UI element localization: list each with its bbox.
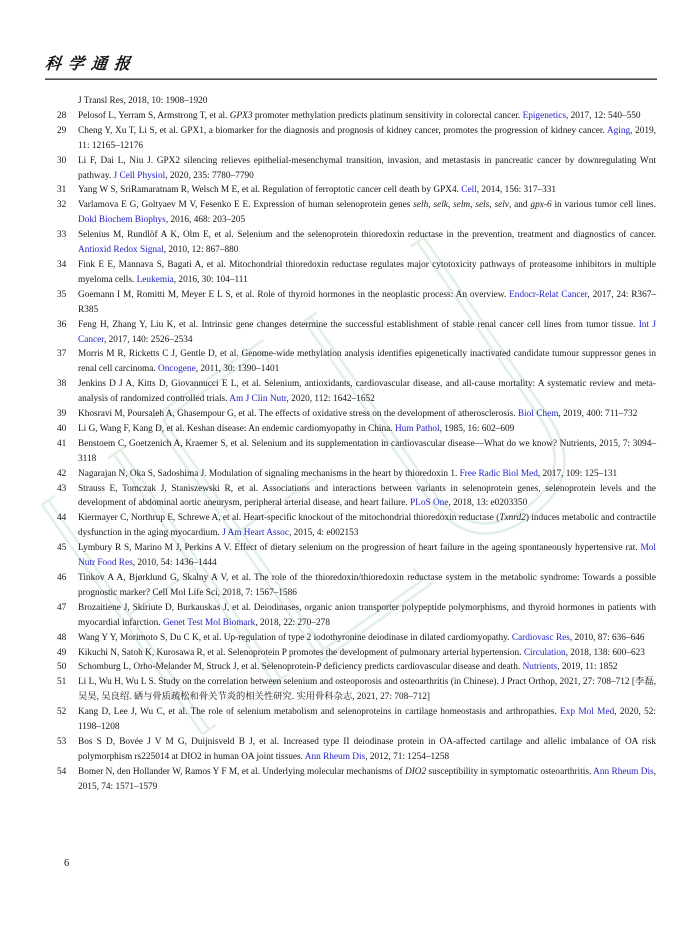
reference-text: , 2012, 71: 1254–1258 — [365, 751, 450, 762]
reference-number: 37 — [57, 349, 67, 360]
reference-text: , 2017, 140: 2526–2534 — [103, 334, 193, 345]
italic-gene-name: GPX3 — [229, 110, 253, 121]
journal-link[interactable]: Circulation — [523, 647, 566, 658]
journal-link[interactable]: Am J Clin Nutr — [229, 394, 287, 405]
reference-text: , 1985, 16: 602–609 — [439, 423, 515, 434]
reference-item — [57, 183, 656, 198]
reference-text: Benstoem C, Goetzenich A, Kraemer S, et al. Selenium and its supplementation in cardiovascular disease—What do we know? Nutrients, 2015, 7: 3094–3118 — [78, 438, 656, 464]
reference-text: , and — [508, 200, 531, 211]
reference-item — [57, 467, 656, 482]
reference-text: , 2010, 87: 636–646 — [569, 632, 645, 643]
journal-link[interactable]: Antioxid Redox Signal — [78, 245, 164, 256]
reference-text: , 2015, 4: e002153 — [288, 528, 359, 539]
reference-item — [57, 675, 656, 705]
reference-number: 44 — [57, 513, 67, 524]
reference-text: Li G, Wang F, Kang D, et al. Keshan disease: An endemic cardiomyopathy in China. — [78, 423, 395, 434]
reference-number: 53 — [57, 736, 67, 747]
reference-item — [57, 288, 656, 318]
reference-text: Kikuchi N, Satoh K, Kurosawa R, et al. Selenoprotein P promotes the development of pulmonary arterial hypertension. — [78, 647, 524, 658]
reference-text: , 2019, 11: 1852 — [557, 662, 618, 673]
reference-text: Tinkov A A, Bjørklund G, Skalny A V, et al. The role of the thioredoxin/thioredoxin reductase system in the metabolic syndrome: Towards a possible prognostic marker? Cell Mol Life Sci, 2018, 7: 1567–1586 — [78, 573, 656, 598]
reference-text: , 2019, 11: 12165–12176 — [78, 125, 656, 151]
reference-item — [57, 377, 656, 407]
reference-number: 40 — [57, 423, 67, 434]
reference-text: Selenius M, Rundlöf A K, Olm E, et al. Selenium and the selenoprotein thioredoxin reductase in the prevention, treatment and diagnostics of cancer. — [78, 230, 656, 241]
reference-number: 35 — [57, 289, 67, 300]
reference-text: , 2020, 112: 1642–1652 — [286, 394, 375, 405]
journal-link[interactable]: Epigenetics — [522, 110, 566, 121]
reference-number: 28 — [57, 110, 67, 121]
reference-item — [57, 109, 656, 124]
journal-link[interactable]: Cardiovasc Res — [511, 632, 570, 643]
reference-text: , 2017, 24: R367–R385 — [78, 289, 657, 315]
journal-link[interactable]: J Cell Physiol — [113, 170, 166, 181]
reference-number: 46 — [57, 573, 67, 583]
reference-text: , 2020, 52: 1198–1208 — [78, 707, 656, 733]
italic-gene-name: sels — [475, 200, 490, 211]
reference-item — [57, 437, 656, 467]
reference-text: Strauss E, Tomczak J, Staniszewski R, et al. Associations and interactions between variants in selenoprotein genes, selenoprotein levels and the development of abdominal aortic aneurysm, peripheral arterial disease, and heart failure. — [78, 483, 656, 509]
reference-item — [57, 705, 656, 735]
reference-item — [57, 228, 656, 258]
reference-item — [57, 258, 656, 288]
reference-item — [57, 154, 656, 184]
reference-text: , 2018, 138: 600–623 — [565, 647, 645, 658]
reference-text: Brozaitiene J, Skiriute D, Burkauskas J, et al. Deiodinases, organic anion transporter polypeptide polymorphisms, and thyroid hormones in patients with myocardial infarction. — [78, 602, 656, 628]
journal-link[interactable]: Biol Chem — [517, 409, 559, 420]
reference-text: Pelosof L, Yerram S, Armstrong T, et al. — [78, 110, 230, 121]
journal-link[interactable]: Aging — [606, 125, 631, 136]
reference-number: 49 — [57, 647, 67, 658]
reference-text: , — [470, 200, 476, 211]
reference-text: , 2016, 30: 104–111 — [173, 274, 248, 285]
reference-item — [57, 660, 656, 675]
reference-text: , 2017, 109: 125–131 — [537, 468, 618, 479]
reference-text: , 2014, 156: 317–331 — [476, 185, 557, 196]
reference-item — [57, 482, 656, 512]
reference-text: Goemann I M, Romitti M, Meyer E L S, et al. Role of thyroid hormones in the neoplastic process: An overview. — [78, 289, 510, 300]
reference-text: Feng H, Zhang Y, Liu K, et al. Intrinsic gene changes determine the successful establishment of stable renal cancer cell lines from tumor tissue. — [78, 319, 639, 330]
reference-text: Bomer N, den Hollander W, Ramos Y F M, et al. Underlying molecular mechanisms of — [78, 766, 405, 777]
reference-item — [57, 735, 656, 765]
reference-number: 48 — [57, 632, 67, 643]
reference-text: J Transl Res, 2018, 10: 1908–1920 — [78, 96, 208, 106]
reference-text: Schomburg L, Orho-Melander M, Struck J, et al. Selenoprotein-P deficiency predicts cardiovascular disease and death. — [78, 662, 523, 673]
reference-text: , 2011, 30: 1390–1401 — [195, 364, 280, 375]
reference-text: Morris M R, Ricketts C J, Gentle D, et al. Genome-wide methylation analysis identifies epigenetically inactivated candidate tumour suppressor genes in renal cell carcinoma. — [78, 349, 656, 375]
reference-list — [57, 94, 656, 795]
reference-text: Kang D, Lee J, Wu C, et al. The role of selenium metabolism and selenoproteins in cartilage homeostasis and arthropathies. — [78, 707, 561, 718]
reference-number: 29 — [57, 125, 67, 136]
reference-number: 34 — [57, 259, 67, 270]
reference-item — [57, 631, 656, 646]
reference-number: 52 — [57, 707, 67, 718]
reference-text: Kiermayer C, Northrup E, Schrewe A, et al. Heart-specific knockout of the mitochondrial thioredoxin reductase ( — [78, 513, 500, 524]
reference-number: 45 — [57, 543, 67, 554]
reference-text: Cheng Y, Xu T, Li S, et al. GPX1, a biomarker for the diagnosis and prognosis of kidney cancer, promotes the progression of kidney cancer. — [78, 125, 607, 136]
reference-text: promoter methylation predicts platinum sensitivity in colorectal cancer. — [252, 110, 523, 121]
journal-link[interactable]: Genet Test Mol Biomark — [162, 617, 256, 628]
reference-number: 38 — [57, 379, 67, 390]
reference-text: , — [447, 200, 454, 211]
reference-number: 50 — [57, 662, 67, 673]
reference-item — [57, 407, 656, 422]
reference-text: , 2010, 12: 867–880 — [163, 245, 239, 256]
journal-link[interactable]: Endocr-Relat Cancer — [509, 289, 588, 300]
journal-link[interactable]: Nutrients — [522, 662, 558, 673]
reference-item — [57, 601, 656, 631]
reference-text: , 2018, 13: e0203350 — [448, 498, 528, 509]
reference-text: , 2018, 22: 270–278 — [255, 617, 330, 628]
reference-item — [57, 422, 656, 437]
reference-text: , 2010, 54: 1436–1444 — [132, 558, 217, 569]
page-number: 6 — [64, 858, 70, 869]
reference-number: 39 — [57, 409, 67, 420]
reference-text: in various tumor cell lines. — [551, 200, 656, 211]
journal-link[interactable]: PLoS One — [409, 498, 449, 509]
italic-gene-name: selh — [413, 200, 429, 211]
reference-text: , 2016, 468: 203–205 — [165, 215, 246, 226]
reference-number: 51 — [57, 677, 67, 688]
reference-item — [57, 765, 656, 795]
reference-text: Wang Y Y, Morimoto S, Du C K, et al. Up-regulation of type 2 iodothyronine deiodinase in dilated cardiomyopathy. — [78, 632, 512, 643]
journal-link[interactable]: Free Radic Biol Med — [459, 468, 538, 479]
reference-number: 42 — [57, 468, 67, 479]
journal-link[interactable]: J Am Heart Assoc — [222, 528, 289, 539]
italic-gene-name: selm — [453, 200, 471, 211]
reference-item — [57, 198, 656, 228]
reference-item — [57, 347, 656, 377]
italic-gene-name: DIO2 — [404, 766, 427, 777]
reference-number: 54 — [57, 766, 67, 777]
reference-text: Nagarajan N, Oka S, Sadoshima J. Modulation of signaling mechanisms in the heart by thioredoxin 1. — [78, 468, 460, 479]
italic-gene-name: gpx-6 — [530, 200, 552, 211]
reference-number: 41 — [57, 438, 67, 449]
reference-item — [57, 541, 656, 571]
reference-text: ) induces metabolic and contractile dysfunction in the aging myocardium. — [78, 513, 656, 539]
reference-number: 31 — [57, 185, 67, 196]
reference-item — [57, 94, 656, 109]
reference-item — [57, 124, 656, 154]
journal-link[interactable]: Leukemia — [136, 274, 174, 285]
reference-text: , 2019, 400: 711–732 — [558, 409, 638, 420]
italic-gene-name: Txnrd2 — [499, 513, 526, 524]
header-rule — [45, 78, 657, 80]
reference-item — [57, 318, 656, 348]
journal-link[interactable]: Cell — [461, 185, 477, 196]
reference-text: , 2017, 12: 540–550 — [565, 110, 641, 121]
reference-number: 32 — [57, 200, 67, 211]
journal-link[interactable]: Ann Rheum Dis — [304, 751, 366, 762]
reference-item — [57, 571, 656, 601]
reference-text: Khosravi M, Poursaleh A, Ghasempour G, et al. The effects of oxidative stress on the development of atherosclerosis. — [78, 409, 518, 420]
journal-link[interactable]: Ann Rheum Dis — [593, 766, 654, 777]
reference-number: 47 — [57, 602, 67, 613]
reference-number: 36 — [57, 319, 67, 330]
reference-text: Jenkins D J A, Kitts D, Giovannucci E L, et al. Selenium, antioxidants, cardiovascular disease, and all-cause mortality: A systematic review and meta-analysis of randomized controlled trials. — [78, 379, 656, 405]
page-header — [45, 54, 657, 80]
reference-text: Bos S D, Bovée J V M G, Duijnisveld B J, et al. Increased type II deiodinase protein in OA-affected cartilage and allelic imbalance of OA risk polymorphism rs225014 at DIO2 in human OA joint tissues. — [78, 736, 656, 762]
reference-text: , 2020, 235: 7780–7790 — [165, 170, 254, 181]
journal-link[interactable]: Hum Pathol — [394, 423, 440, 434]
reference-number: 43 — [57, 483, 67, 494]
reference-text: Varlamova E G, Goltyaev M V, Fesenko E E. Expression of human selenoprotein genes — [78, 200, 414, 211]
italic-gene-name: selk — [433, 200, 448, 211]
reference-number: 33 — [57, 230, 67, 241]
journal-logo: 科学通报 — [44, 54, 139, 73]
reference-item — [57, 511, 656, 541]
reference-text: , 2015, 74: 1571–1579 — [78, 766, 656, 792]
journal-link[interactable]: Dokl Biochem Biophys — [78, 215, 166, 226]
reference-text: Li F, Dai L, Niu J. GPX2 silencing relieves epithelial-mesenchymal transition, invasion, and metastasis in pancreatic cancer by downregulating Wnt pathway. — [78, 155, 656, 181]
journal-link[interactable]: Oncogene — [158, 364, 196, 375]
reference-text: susceptibility in symptomatic osteoarthritis. — [426, 766, 594, 777]
reference-item — [57, 646, 656, 661]
reference-text: , — [428, 200, 434, 211]
reference-text: Lymbury R S, Marino M J, Perkins A V. Effect of dietary selenium on the progression of heart failure in the ageing spontaneously hypertensive rat. — [78, 543, 641, 554]
journal-link[interactable]: Exp Mol Med — [560, 707, 615, 718]
journal-link[interactable]: Mol Nutr Food Res — [78, 543, 656, 569]
journal-link[interactable]: Int J Cancer — [78, 319, 656, 345]
italic-gene-name: selv — [494, 200, 509, 211]
reference-text: Yang W S, SriRamaratnam R, Welsch M E, et al. Regulation of ferroptotic cancer cell death by GPX4. — [78, 185, 462, 196]
reference-text: Fink E E, Mannava S, Bagati A, et al. Mitochondrial thioredoxin reductase regulates major cytotoxicity pathways of proteasome inhibitors in multiple myeloma cells. — [78, 259, 656, 285]
reference-text: Li L, Wu H, Wu L S. Study on the correlation between selenium and osteoporosis and osteoarthritis (in Chinese). J Pract Orthop, 2021, 27: 708–712 [李磊, 吴昊, 吴良绍. 硒与骨质疏松和骨关节炎的相关性研究. 实用骨科杂志, 2021, 27: 708–712] — [78, 677, 656, 703]
reference-text: , — [489, 200, 495, 211]
reference-number: 30 — [57, 155, 67, 166]
